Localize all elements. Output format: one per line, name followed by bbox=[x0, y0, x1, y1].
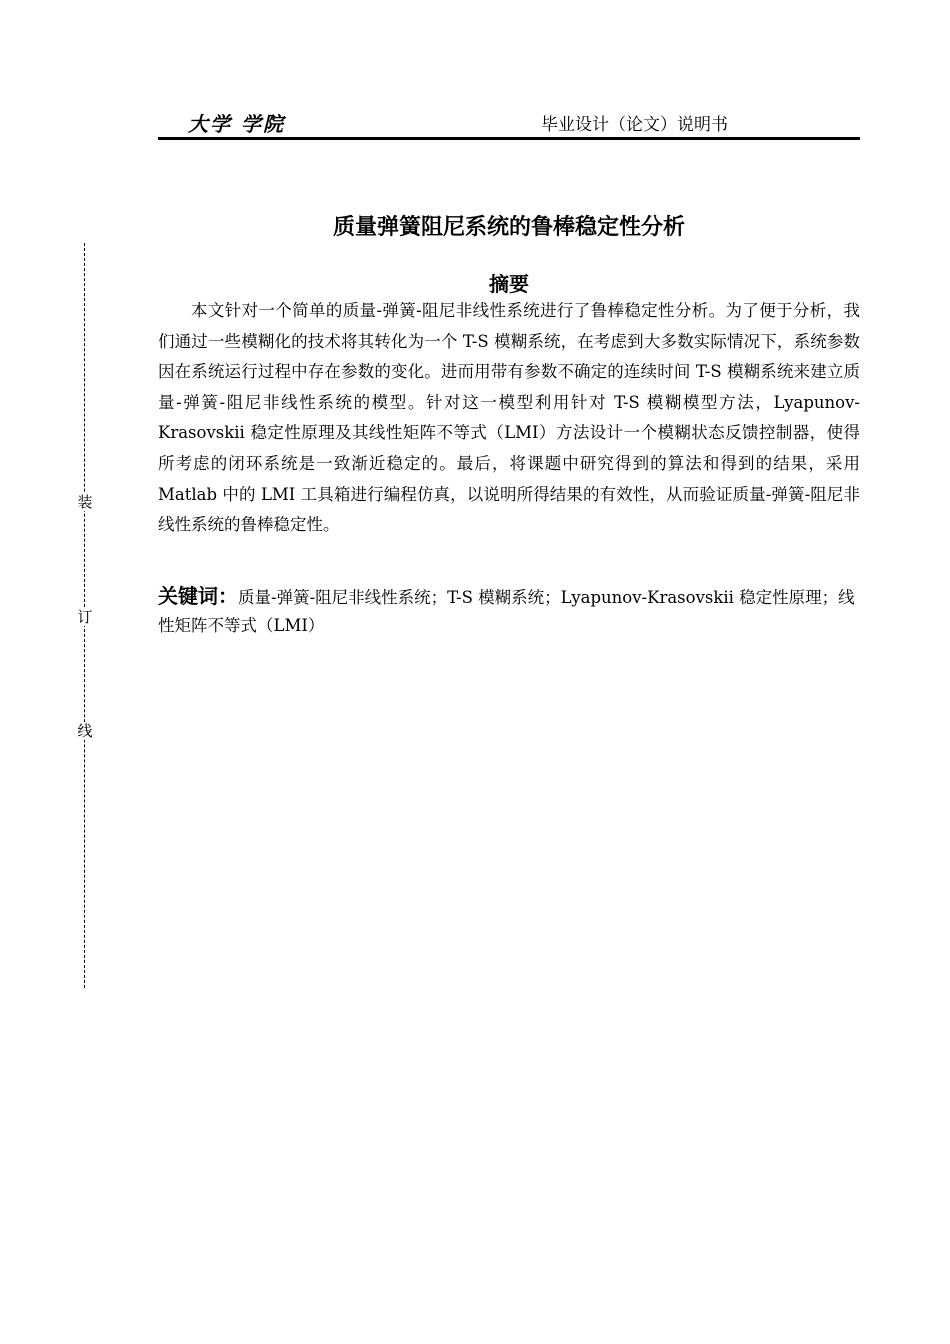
header-rule bbox=[158, 137, 860, 140]
binding-char-xian: 线 bbox=[77, 722, 93, 740]
binding-char-ding: 订 bbox=[77, 608, 93, 626]
binding-char-zhuang: 装 bbox=[77, 493, 93, 511]
keywords-label: 关键词： bbox=[158, 584, 238, 608]
header-institution: 大学 学院 bbox=[188, 112, 285, 136]
abstract-body: 本文针对一个简单的质量-弹簧-阻尼非线性系统进行了鲁棒稳定性分析。为了便于分析，我们通过一些模糊化的技术将其转化为一个 T-S 模糊系统，在考虑到大多数实际情况下，系统参数因在系统运行过程中存在参数的变化。进而用带有参数不确定的连续时间 T-S 模糊系统来建立质量-弹簧-阻尼非线性系统的模型。针对这一模型利用针对 T-S 模糊模型方法，Lyapunov-Krasovskii 稳定性原理及其线性矩阵不等式（LMI）方法设计一个模糊状态反馈控制器，使得所考虑的闭环系统是一致渐近稳定的。最后，将课题中研究得到的算法和得到的结果，采用 Matlab 中的 LMI 工具箱进行编程仿真，以说明所得结果的有效性，从而验证质量-弹簧-阻尼非线性系统的鲁棒稳定性。 bbox=[158, 301, 860, 535]
keywords-paragraph bbox=[158, 582, 860, 640]
keywords-text: 质量-弹簧-阻尼非线性系统；T-S 模糊系统；Lyapunov-Krasovskii 稳定性原理；线性矩阵不等式（LMI） bbox=[158, 588, 855, 635]
header-document-type: 毕业设计（论文）说明书 bbox=[541, 115, 728, 135]
document-title: 质量弹簧阻尼系统的鲁棒稳定性分析 bbox=[332, 215, 685, 240]
abstract-heading: 摘要 bbox=[489, 272, 529, 296]
